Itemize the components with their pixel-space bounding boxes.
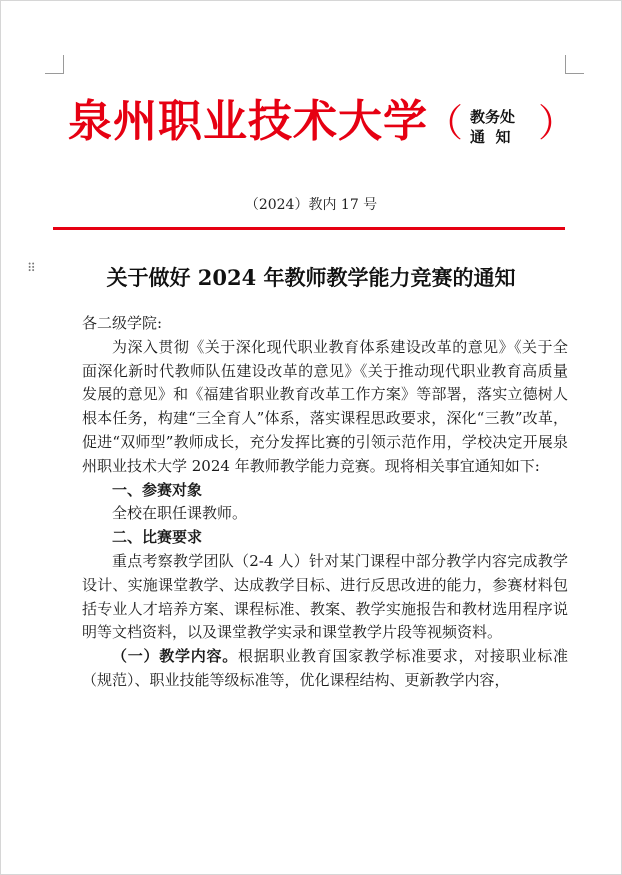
subsection-heading-teaching-content: （一）教学内容。	[112, 647, 238, 666]
notice-label: 通 知	[470, 128, 511, 146]
university-name: 泉州职业技术大学	[68, 96, 428, 147]
document-number: （2024）教内 17 号	[244, 197, 378, 213]
requirements-paragraph: 重点考察教学团队（2-4 人）针对某门课程中部分教学内容完成教学设计、实施课堂教学、达成教学目标、进行反思改进的能力，参赛材料包括专业人才培养方案、课程标准、教案、教学实施报告和教材选用程序说明等文档资料，以及课堂教学实录和课堂教学片段等视频资料。	[82, 551, 568, 642]
intro-paragraph: 为深入贯彻《关于深化现代职业教育体系建设改革的意见》《关于全面深化新时代教师队伍建设改革的意见》《关于推动现代职业教育高质量发展的意见》和《福建省职业教育改革工作方案》等部署，落实立德树人根本任务，构建“三全育人”体系，落实课程思政要求，深化“三教”改革，促进“双师型”教师成长，充分发挥比赛的引领示范作用，学校决定开展泉州职业技术大学 2024 年教师教学能力竞赛。现将相关事宜通知如下:	[82, 337, 568, 475]
document-title: 关于做好 2024 年教师教学能力竞赛的通知	[106, 265, 516, 290]
section-heading-participants: 一、参赛对象	[112, 480, 203, 499]
office-name: 教务处	[470, 108, 516, 126]
teaching-content-text: 根据职业教育国家教学标准要求，对接职业标准（规范）、职业技能等级标准等，优化课程结构、更新教学内容，	[82, 647, 568, 689]
drag-handle-icon[interactable]: ⠿	[27, 261, 37, 275]
header-divider	[53, 227, 565, 230]
margin-corner-top-right	[565, 55, 584, 74]
document-body	[82, 312, 568, 693]
office-label	[470, 107, 530, 147]
margin-corner-top-left	[45, 55, 64, 74]
salutation: 各二级学院:	[82, 314, 163, 332]
header-paren-close: ）	[538, 101, 577, 145]
participants-paragraph: 全校在职任课教师。	[112, 504, 248, 523]
teaching-content-paragraph	[82, 645, 568, 693]
section-heading-requirements: 二、比赛要求	[112, 528, 203, 547]
header-paren-open: （	[425, 101, 464, 145]
